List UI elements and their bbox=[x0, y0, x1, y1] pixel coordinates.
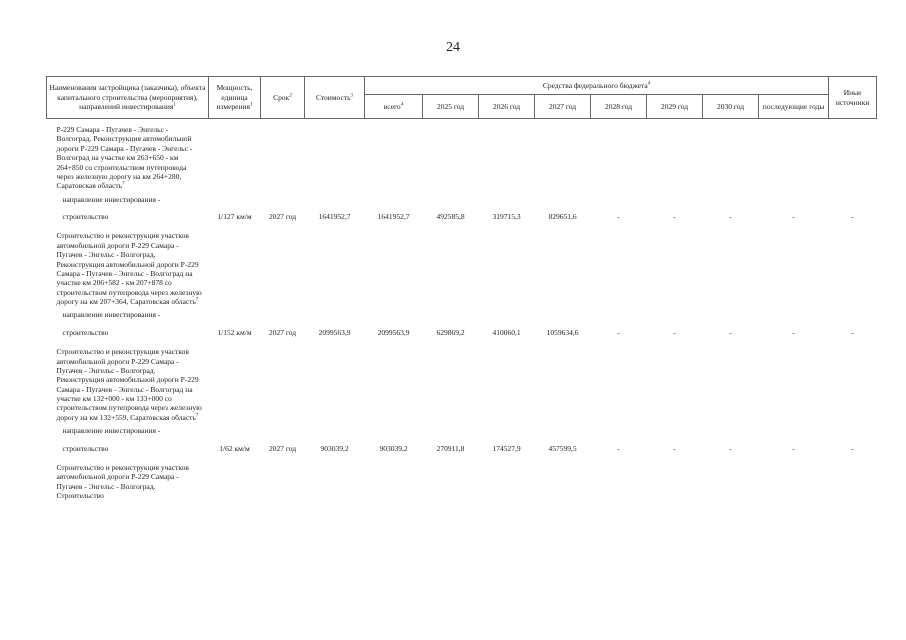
header-later-years: последующие годы bbox=[759, 95, 829, 119]
cell-later-years: - bbox=[792, 212, 795, 221]
row-label: строительство bbox=[62, 443, 109, 453]
cell-other-sources: - bbox=[851, 212, 854, 221]
investment-direction-row bbox=[47, 191, 877, 204]
cell-2025: 492585,8 bbox=[436, 212, 465, 221]
header-2027: 2027 год bbox=[535, 95, 591, 119]
object-description: Р-229 Самара - Пугачев - Энгельс - Волгоград. Реконструкция автомобильной дороги Р-229 Самара - Пугачев - Энгельс - Волгоград на участке км 263+650 - км 264+850 со строительством путепровода через железную дорогу на км 264+280, Саратовская область$^7$ bbox=[56, 125, 193, 191]
investment-direction-row bbox=[47, 306, 877, 319]
cell-term: 2027 год bbox=[268, 212, 297, 221]
cell-2028: - bbox=[617, 327, 620, 337]
header-row-top bbox=[47, 77, 877, 95]
header-cost: Стоимость$^3$ bbox=[305, 77, 365, 119]
cell-cost: 2099563,9 bbox=[318, 327, 351, 337]
object-description: Строительство и реконструкция участков автомобильной дороги Р-229 Самара - Пугачев - Энгельс - Волгоград. Реконструкция автомобильной дороги Р-229 Самара - Пугачев - Энгельс - Волгоград на участке км 206+582 - км 207+878 со строительством путепровода через железную дорогу на км 207+364, Саратовская область$^7$ bbox=[56, 231, 202, 306]
table-row bbox=[47, 204, 877, 225]
cell-2025: 270911,8 bbox=[436, 443, 465, 453]
object-description: Строительство и реконструкция участков автомобильной дороги Р-229 Самара - Пугачев - Энгельс - Волгоград. Строительство bbox=[56, 462, 189, 500]
cell-2029: - bbox=[673, 327, 676, 337]
investment-direction: направление инвестирования - bbox=[62, 310, 161, 320]
cell-total: 903039,2 bbox=[379, 443, 408, 453]
cell-2026: 174527,9 bbox=[492, 443, 521, 453]
row-label: строительство bbox=[62, 327, 109, 337]
table-row bbox=[47, 436, 877, 457]
cell-2029: - bbox=[673, 443, 676, 453]
budget-table bbox=[46, 76, 877, 500]
object-description-row bbox=[47, 225, 877, 306]
object-description: Строительство и реконструкция участков автомобильной дороги Р-229 Самара - Пугачев - Энгельс - Волгоград. Реконструкция автомобильной дороги Р-229 Самара - Пугачев - Энгельс - Волгоград на участке км 132+000 - км 133+000 со строительством путепровода через железную дорогу на км 132+559, Саратовская область$^7$ bbox=[56, 347, 202, 422]
object-description-row bbox=[47, 341, 877, 422]
cell-capacity: 1/62 км/м bbox=[219, 443, 250, 453]
cell-total: 2099563,9 bbox=[377, 327, 410, 337]
cell-later-years: - bbox=[792, 327, 795, 337]
investment-direction: направление инвестирования - bbox=[62, 426, 161, 436]
header-term: Срок$^2$ bbox=[261, 77, 305, 119]
cell-2030: - bbox=[729, 443, 732, 453]
cell-other-sources: - bbox=[851, 327, 854, 337]
cell-2026: 410060,1 bbox=[492, 327, 521, 337]
cell-2025: 629869,2 bbox=[436, 327, 465, 337]
cell-2027: 829651,6 bbox=[548, 212, 577, 221]
header-federal-budget: Средства федерального бюджета$^4$ bbox=[365, 77, 829, 95]
cell-2026: 319715,3 bbox=[492, 212, 521, 221]
cell-2029: - bbox=[673, 212, 676, 221]
header-other-sources: Иные источники bbox=[829, 77, 877, 119]
cell-2030: - bbox=[729, 327, 732, 337]
object-description-row bbox=[47, 119, 877, 191]
header-2028: 2028 год bbox=[591, 95, 647, 119]
table-row bbox=[47, 320, 877, 341]
investment-direction: направление инвестирования - bbox=[62, 194, 161, 204]
object-description-row bbox=[47, 457, 877, 501]
cell-cost: 1641952,7 bbox=[318, 212, 351, 221]
cell-2028: - bbox=[617, 212, 620, 221]
cell-total: 1641952,7 bbox=[377, 212, 410, 221]
cell-2027: 457599,5 bbox=[548, 443, 577, 453]
cell-term: 2027 год bbox=[268, 327, 297, 337]
row-label: строительство bbox=[62, 212, 109, 221]
investment-direction-row bbox=[47, 422, 877, 435]
header-capacity: Мощность, единица измерения$^1$ bbox=[209, 77, 261, 119]
cell-other-sources: - bbox=[851, 443, 854, 453]
cell-later-years: - bbox=[792, 443, 795, 453]
cell-cost: 903039,2 bbox=[320, 443, 349, 453]
header-2029: 2029 год bbox=[647, 95, 703, 119]
header-2025: 2025 год bbox=[423, 95, 479, 119]
cell-2030: - bbox=[729, 212, 732, 221]
header-name: Наименования застройщика (заказчика), объекта капитального строительства (мероприятия), направлений инвестирования$^1$ bbox=[47, 77, 209, 119]
cell-capacity: 1/152 км/м bbox=[217, 327, 252, 337]
header-2026: 2026 год bbox=[479, 95, 535, 119]
page-number: 24 bbox=[446, 40, 460, 55]
cell-2027: 1059634,6 bbox=[546, 327, 579, 337]
cell-capacity: 1/127 км/м bbox=[217, 212, 252, 221]
cell-2028: - bbox=[617, 443, 620, 453]
header-2030: 2030 год bbox=[703, 95, 759, 119]
cell-term: 2027 год bbox=[268, 443, 297, 453]
header-total: всего$^4$ bbox=[365, 95, 423, 119]
